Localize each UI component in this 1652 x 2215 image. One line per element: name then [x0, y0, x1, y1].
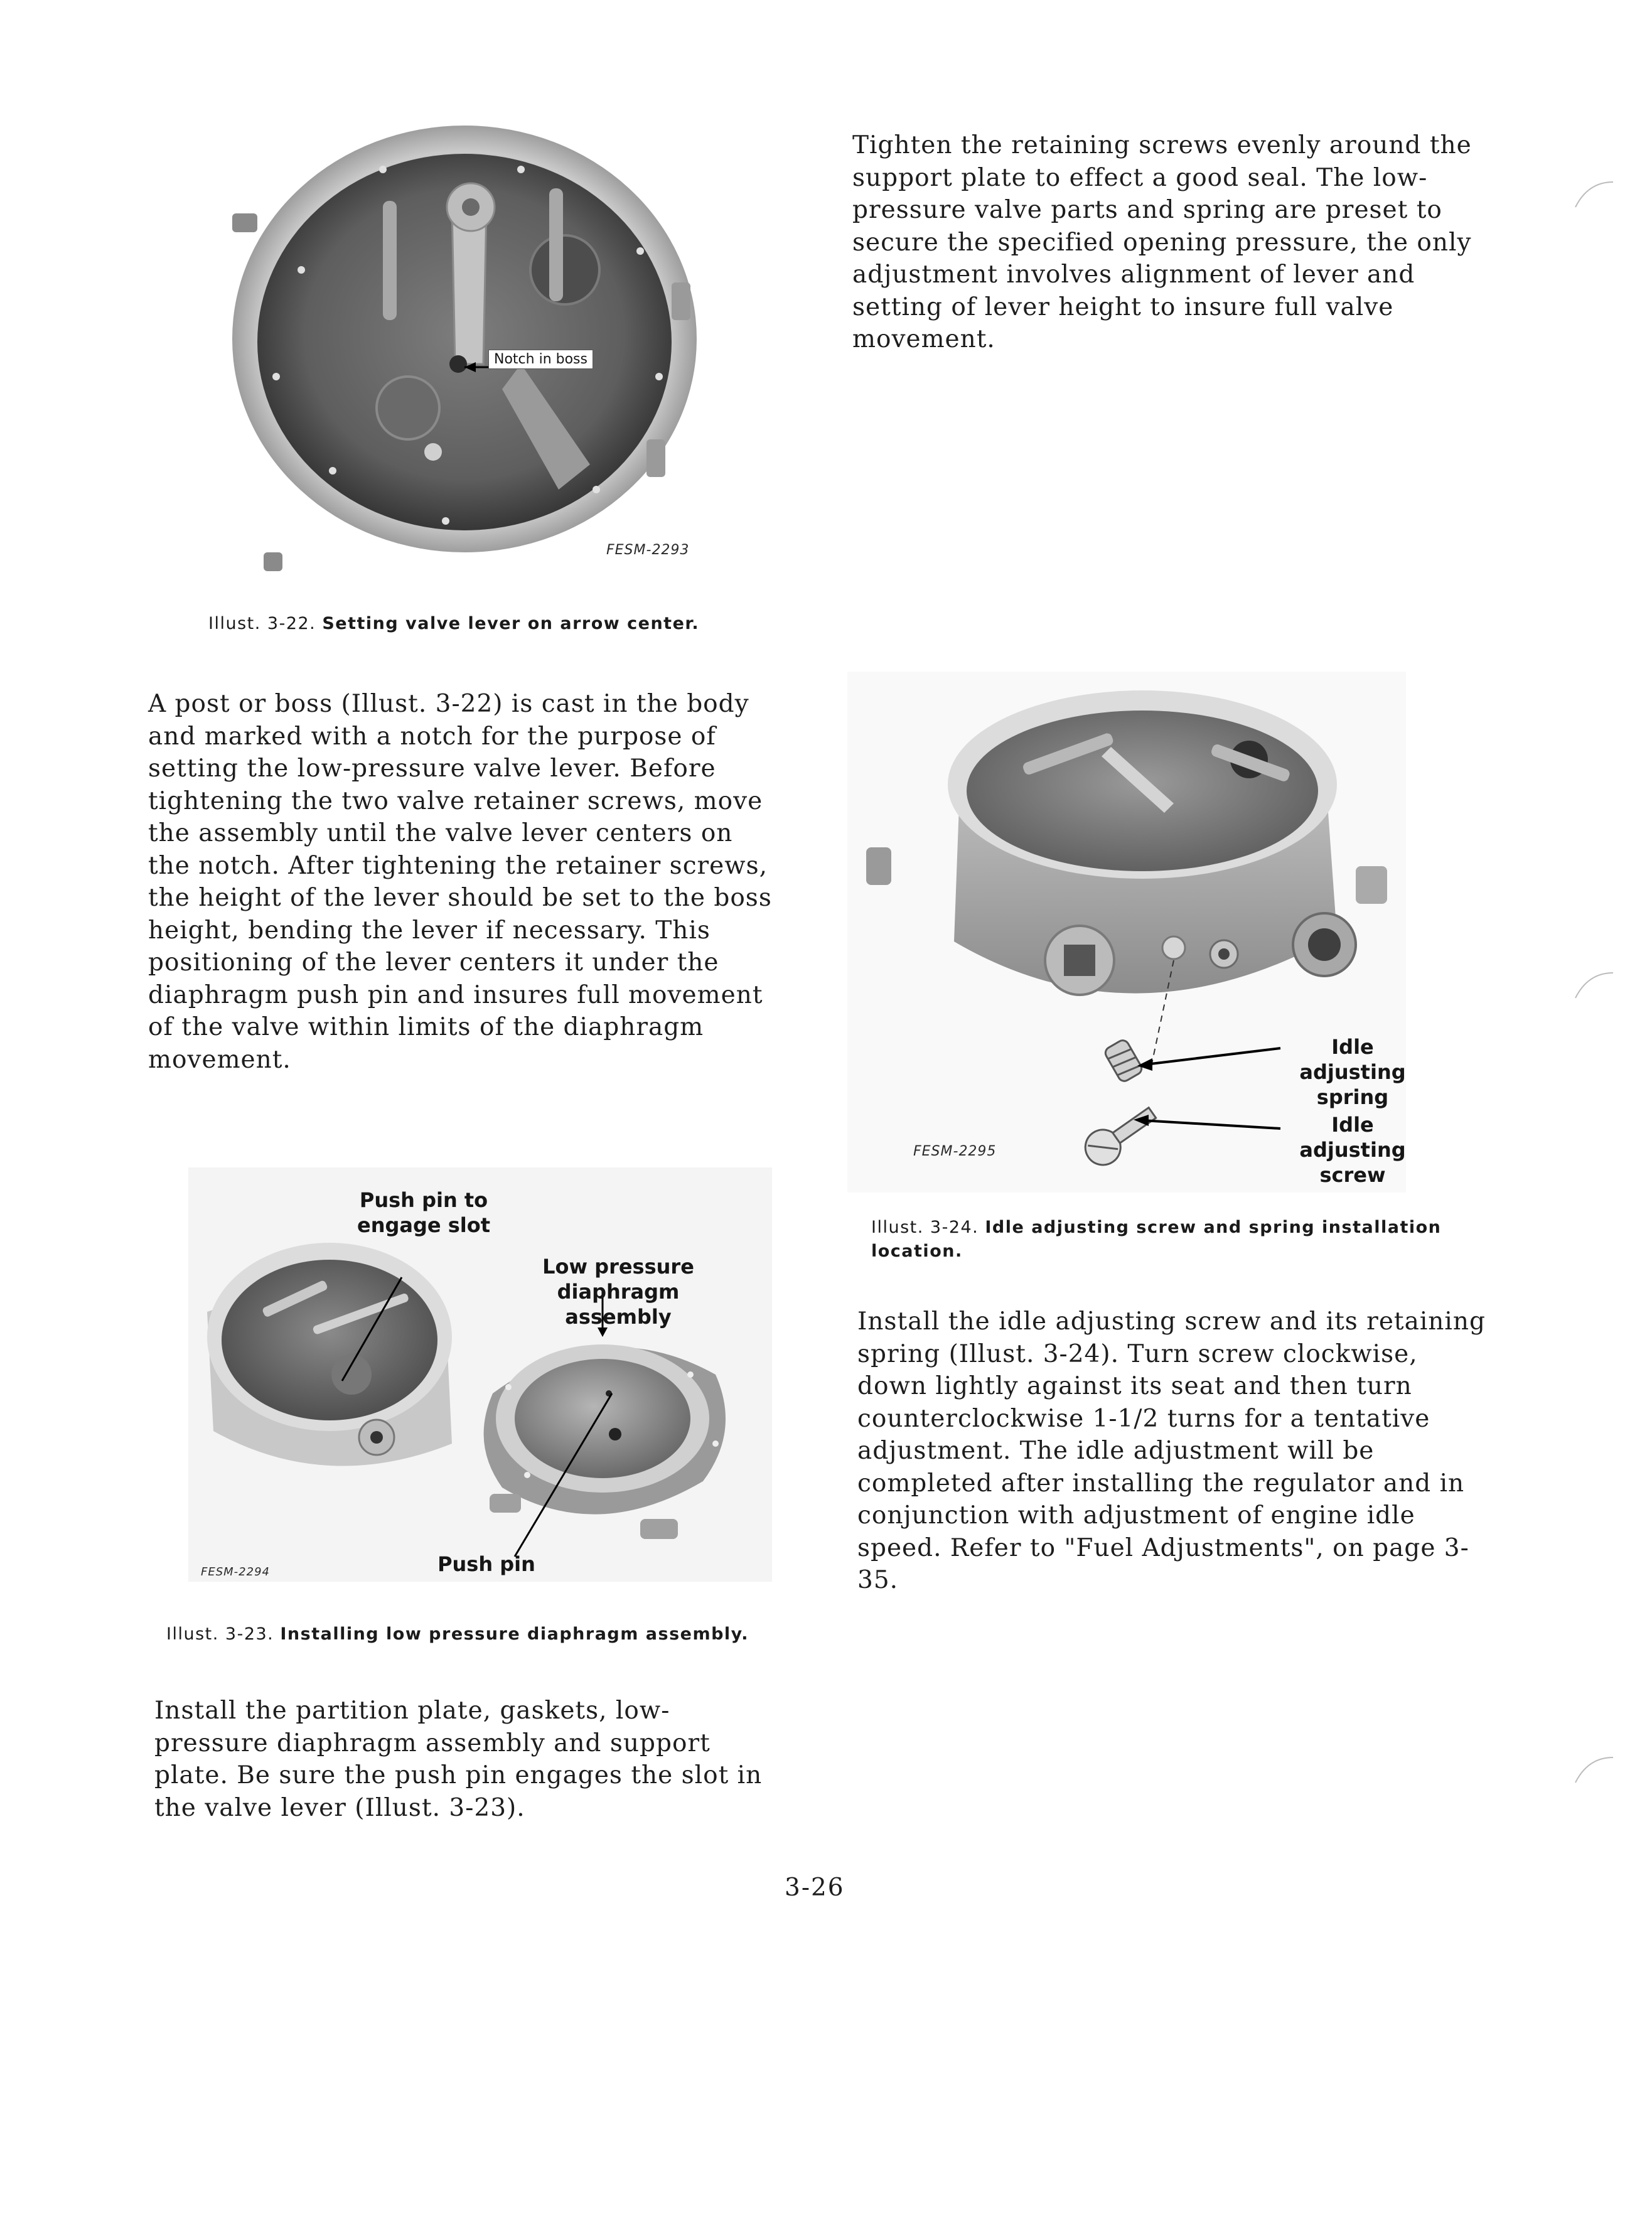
- idle-spring-callout-text: Idle adjusting spring: [1299, 1035, 1406, 1109]
- boss-paragraph-text: A post or boss (Illust. 3-22) is cast in the body and marked with a notch for the purpose of setting the low-pressure valve lever. Before tightening the two valve retainer screws, move the assembly until the valve lever centers on the notch. After tightening the retainer screws, the height of the lever should be set to the boss height, bending the lever if necessary. This positioning of the lever centers it under the diaphragm push pin and insures full movement of the valve within limits of the diaphragm movement.: [148, 690, 772, 1074]
- install-paragraph-text: Install the partition plate, gaskets, low-pressure diaphragm assembly and support plate. Be sure the push pin engages the slot in the valve lever (Illust. 3-23).: [154, 1697, 763, 1822]
- illust-3-22-photo: [207, 113, 722, 577]
- idle-paragraph: [857, 1306, 1491, 1597]
- page-number: 3-26: [785, 1874, 845, 1902]
- illust-3-22-caption-number: Illust. 3-22.: [208, 614, 316, 633]
- idle-screw-callout: [1280, 1112, 1425, 1188]
- illust-3-22-figure-id: FESM-2293: [606, 542, 690, 558]
- push-pin-callout-text: Push pin: [437, 1552, 535, 1576]
- install-paragraph: [154, 1695, 763, 1824]
- illust-3-23-caption: [166, 1622, 794, 1646]
- binder-hole-mark-bottom: [1569, 1751, 1619, 1789]
- low-pressure-callout-text: Low pressure diaphragm assembly: [542, 1255, 694, 1329]
- top-right-paragraph: [852, 129, 1486, 356]
- illust-3-22-caption-text: Setting valve lever on arrow center.: [322, 614, 700, 633]
- idle-screw-callout-text: Idle adjusting screw: [1299, 1113, 1406, 1187]
- idle-paragraph-text: Install the idle adjusting screw and its retaining spring (Illust. 3-24). Turn screw clockwise, down lightly against its seat and then turn counterclockwise 1-1/2 turns for a tentative adjustment. The idle adjustment will be completed after installing the regulator and in conjunction with adjustment of engine idle speed. Refer to "Fuel Adjustments", on page 3-35.: [857, 1307, 1486, 1594]
- illust-3-24-caption: [871, 1216, 1474, 1263]
- illust-3-24-caption-number: Illust. 3-24.: [871, 1218, 979, 1237]
- illust-3-22-caption: [208, 612, 773, 636]
- top-right-paragraph-text: Tighten the retaining screws evenly around the support plate to effect a good seal. The low-pressure valve parts and spring are preset to secure the specified opening pressure, the only adjustment involves alignment of lever and setting of lever height to insure full valve movement.: [852, 131, 1472, 353]
- illust-3-23-caption-number: Illust. 3-23.: [166, 1624, 274, 1644]
- illust-3-23-figure-id: FESM-2294: [201, 1565, 270, 1579]
- illust-3-24-figure-id: FESM-2295: [913, 1144, 997, 1159]
- binder-hole-mark-top: [1569, 176, 1619, 213]
- push-pin-slot-callout: [339, 1188, 508, 1238]
- boss-paragraph: [148, 688, 776, 1076]
- low-pressure-callout: [502, 1254, 734, 1329]
- idle-spring-callout: [1280, 1034, 1425, 1110]
- illust-3-24-caption-text: Idle adjusting screw and spring installation location.: [871, 1218, 1442, 1261]
- notch-in-boss-callout: Notch in boss: [488, 351, 593, 368]
- push-pin-callout: [436, 1552, 537, 1577]
- binder-hole-mark-middle: [1569, 967, 1619, 1004]
- illust-3-23-caption-text: Installing low pressure diaphragm assembly.: [280, 1624, 749, 1644]
- push-pin-slot-callout-text: Push pin to engage slot: [357, 1188, 491, 1237]
